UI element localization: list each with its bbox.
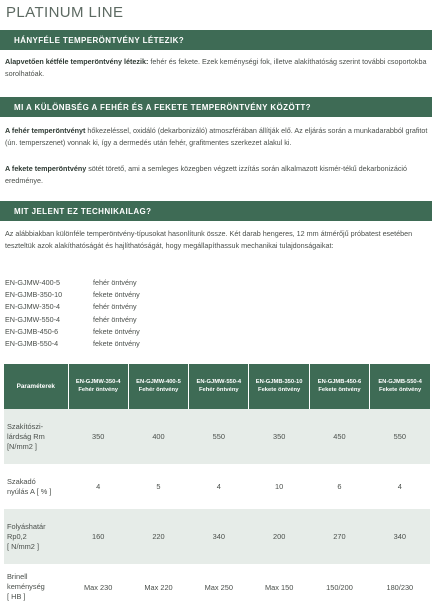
table-cell: 5 xyxy=(128,464,188,509)
table-cell: 150/200 xyxy=(309,564,369,610)
section-heading-text: HÁNYFÉLE TEMPERÖNTVÉNY LÉTEZIK? xyxy=(14,35,185,45)
section-heading-types xyxy=(0,30,432,50)
table-cell: 400 xyxy=(128,409,188,464)
grade-code: EN-GJMB-450-6 xyxy=(5,326,59,336)
table-cell: 340 xyxy=(370,509,430,564)
grade-row xyxy=(5,326,140,338)
table-row-elongation xyxy=(4,464,430,509)
table-cell: 4 xyxy=(370,464,430,509)
grade-type: fehér öntvény xyxy=(93,278,137,287)
table-cell: 220 xyxy=(128,509,188,564)
table-row-tensile-strength xyxy=(4,409,430,464)
table-cell: 4 xyxy=(68,464,128,509)
grade-type: fekete öntvény xyxy=(93,290,140,300)
black-iron-bold: A fekete temperöntvény xyxy=(5,164,87,173)
header-column: EN-GJMB-550-4 Fekete öntvény xyxy=(370,364,430,409)
table-row-yield-strength xyxy=(4,509,430,564)
table-cell: Max 150 xyxy=(249,564,309,610)
table-cell: Max 220 xyxy=(128,564,188,610)
black-iron-paragraph xyxy=(5,163,429,187)
grade-code: EN-GJMW-400-5 xyxy=(5,278,60,287)
header-column: EN-GJMW-350-4 Fehér öntvény xyxy=(68,364,128,409)
properties-table xyxy=(4,364,430,610)
grade-row xyxy=(5,277,140,289)
grade-row xyxy=(5,289,140,301)
table-cell: 550 xyxy=(189,409,249,464)
grade-row xyxy=(5,314,140,326)
technical-paragraph xyxy=(5,228,429,252)
header-column: EN-GJMW-400-5 Fehér öntvény xyxy=(128,364,188,409)
types-paragraph-bold: Alapvetően kétféle temperöntvény létezik: xyxy=(5,57,149,66)
types-paragraph xyxy=(5,56,429,80)
section-heading-technical xyxy=(0,201,432,221)
grade-list xyxy=(5,277,140,350)
row-label: Brinell keménység [ HB ] xyxy=(4,564,68,610)
table-cell: 270 xyxy=(309,509,369,564)
technical-text: Az alábbiakban különféle temperöntvény-típusokat hasonlítunk össze. Két darab hengeres, 12 mm átmérőjű próbatest esetében teszteltük azok alakíthatóságát és hajlíthatóságát, hogy megállapíthassuk mechanikai tulajdonságaikat: xyxy=(5,229,413,250)
table-cell: 6 xyxy=(309,464,369,509)
page-title: PLATINUM LINE xyxy=(6,4,124,21)
grade-code: EN-GJMB-550-4 xyxy=(5,338,59,348)
table-cell: 340 xyxy=(189,509,249,564)
table-cell: Max 250 xyxy=(189,564,249,610)
grade-type: fehér öntvény xyxy=(93,314,137,324)
table-cell: 550 xyxy=(370,409,430,464)
table-cell: 350 xyxy=(68,409,128,464)
header-column: EN-GJMW-550-4 Fehér öntvény xyxy=(189,364,249,409)
table-row-hardness xyxy=(4,564,430,610)
header-column: EN-GJMB-350-10 Fekete öntvény xyxy=(249,364,309,409)
section-heading-text: MI A KÜLÖNBSÉG A FEHÉR ÉS A FEKETE TEMPERÖNTVÉNY KÖZÖTT? xyxy=(14,102,311,112)
table-cell: 4 xyxy=(189,464,249,509)
row-label: Folyáshatár Rp0,2 [ N/mm2 ] xyxy=(4,509,68,564)
white-iron-bold: A fehér temperöntvényt xyxy=(5,126,86,135)
table-cell: Max 230 xyxy=(68,564,128,610)
grade-type: fehér öntvény xyxy=(93,302,137,312)
white-iron-text: hőkezeléssel, oxidáló (dekarbonizáló) atmoszférában állítják elő. Az eljárás során a munkadarabból grafitot (ún. temperszenet) vonnak ki, így a dermedés után fehér, grafitmentes szerkezet alakul ki. xyxy=(5,126,428,147)
grade-code: EN-GJMB-350-10 xyxy=(5,290,63,300)
grade-code: EN-GJMW-350-4 xyxy=(5,302,60,312)
grade-type: fekete öntvény xyxy=(93,338,140,348)
row-label: Szakadó nyúlás A [ % ] xyxy=(4,464,68,509)
white-iron-paragraph xyxy=(5,125,429,149)
grade-type: fekete öntvény xyxy=(93,326,140,336)
table-cell: 180/230 xyxy=(370,564,430,610)
table-cell: 10 xyxy=(249,464,309,509)
table-cell: 160 xyxy=(68,509,128,564)
types-paragraph-text: fehér és fekete. Ezek keménységi fok, illetve alakíthatóság szerint további csoportokba sorolhatóak. xyxy=(5,57,427,78)
table-cell: 200 xyxy=(249,509,309,564)
grade-row xyxy=(5,338,140,350)
grade-code: EN-GJMW-550-4 xyxy=(5,314,60,324)
grade-row xyxy=(5,301,140,313)
section-heading-text: MIT JELENT EZ TECHNIKAILAG? xyxy=(14,206,152,216)
black-iron-text: sötét törető, ami a semleges közegben végzett izzítás során alkalmazott kismér-tékű dekarbonizáció eredménye. xyxy=(5,164,408,185)
table-header-row xyxy=(4,364,430,409)
row-label: Szakítószi- lárdság Rm [N/mm2 ] xyxy=(4,409,68,464)
table-cell: 450 xyxy=(309,409,369,464)
section-heading-difference xyxy=(0,97,432,117)
header-parameters: Paraméterek xyxy=(4,364,68,409)
header-column: EN-GJMB-450-6 Fekete öntvény xyxy=(309,364,369,409)
table-cell: 350 xyxy=(249,409,309,464)
